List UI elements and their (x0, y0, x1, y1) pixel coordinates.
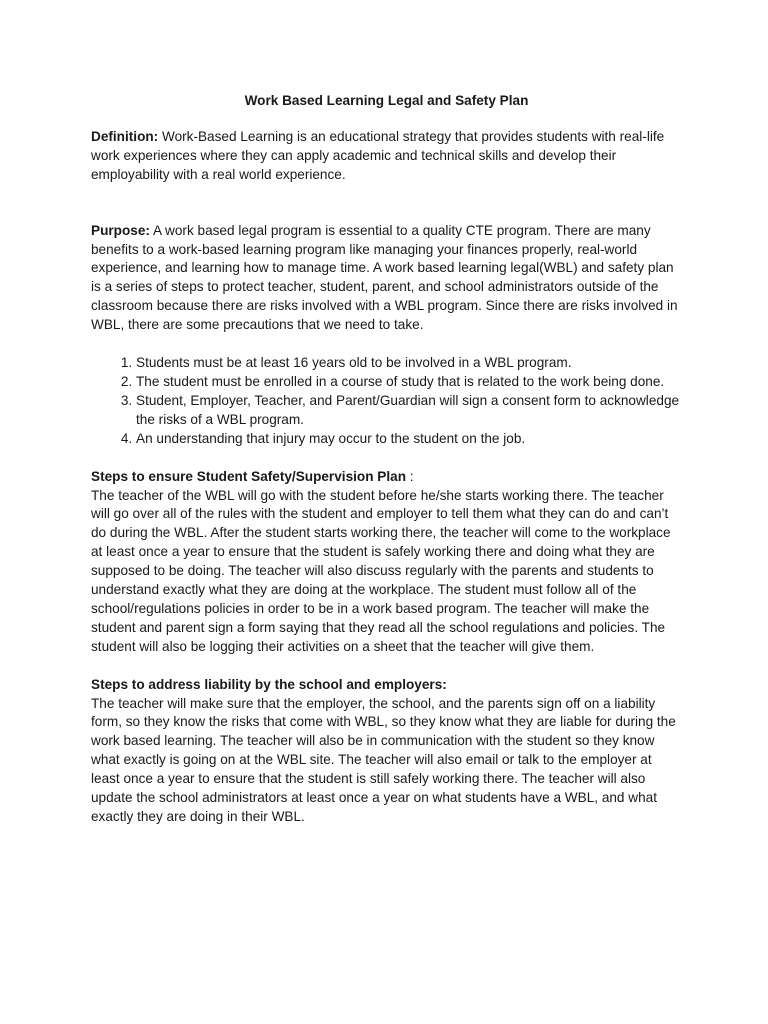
purpose-text: A work based legal program is essential to a quality CTE program. There are many benefits to a work-based learning program like managing your finances properly, real-world experience, and learning how to manage time. A work based learning legal(WBL) and safety plan is a series of steps to protect teacher, student, parent, and school administrators outside of the classroom because there are risks involved with a WBL program. Since there are risks involved in WBL, there are some precautions that we need to take. (91, 222, 678, 333)
list-item: 4. An understanding that injury may occur to the student on the job. (136, 430, 682, 449)
safety-paragraph: The teacher of the WBL will go with the student before he/she starts working there. The teacher will go over all of the rules with the student and employer to tell them what they can do and can’t do during the WBL. After the student starts working there, the teacher will come to the workplace at least once a year to ensure that the student is safely working there and doing what they are supposed to be doing. The teacher will also discuss regularly with the parents and students to understand exactly what they are doing at the workplace. The student must follow all of the school/regulations policies in order to be in a work based program. The teacher will make the student and parent sign a form saying that they read all the school regulations and policies. The student will also be logging their activities on a sheet that the teacher will give them. (91, 487, 671, 654)
purpose-label: Purpose: (91, 222, 150, 238)
list-item: 1. Students must be at least 16 years old to be involved in a WBL program. (136, 354, 682, 373)
spacer (91, 657, 682, 676)
definition-label: Definition: (91, 128, 159, 144)
spacer (91, 449, 682, 468)
safety-heading: Steps to ensure Student Safety/Supervision Plan (91, 468, 406, 484)
safety-heading-suffix: : (406, 468, 414, 484)
spacer (91, 335, 682, 354)
document-title: Work Based Learning Legal and Safety Plan (244, 93, 529, 108)
definition-text: Work-Based Learning is an educational strategy that provides students with real-life work experiences where they can apply academic and technical skills and develop their employability with a real world experience. (91, 128, 665, 182)
purpose-paragraph (91, 222, 682, 335)
safety-heading-line (91, 468, 682, 487)
list-item: 3. Student, Employer, Teacher, and Parent/Guardian will sign a consent form to acknowledge the risks of a WBL program. (136, 392, 682, 430)
liability-heading: Steps to address liability by the school and employers: (91, 676, 447, 692)
list-item: 2. The student must be enrolled in a course of study that is related to the work being done. (136, 373, 682, 392)
spacer (91, 185, 682, 222)
definition-paragraph (91, 128, 682, 185)
liability-paragraph: The teacher will make sure that the employer, the school, and the parents sign off on a liability form, so they know the risks that come with WBL, so they know what they are liable for during the work based learning. The teacher will also be in communication with the student so they know what exactly is going on at the WBL site. The teacher will also email or talk to the employer at least once a year to ensure that the student is still safely working there. The teacher will also update the school administrators at least once a year on what students have a WBL, and what exactly they are doing in their WBL. (91, 695, 676, 824)
precautions-list (91, 354, 682, 449)
